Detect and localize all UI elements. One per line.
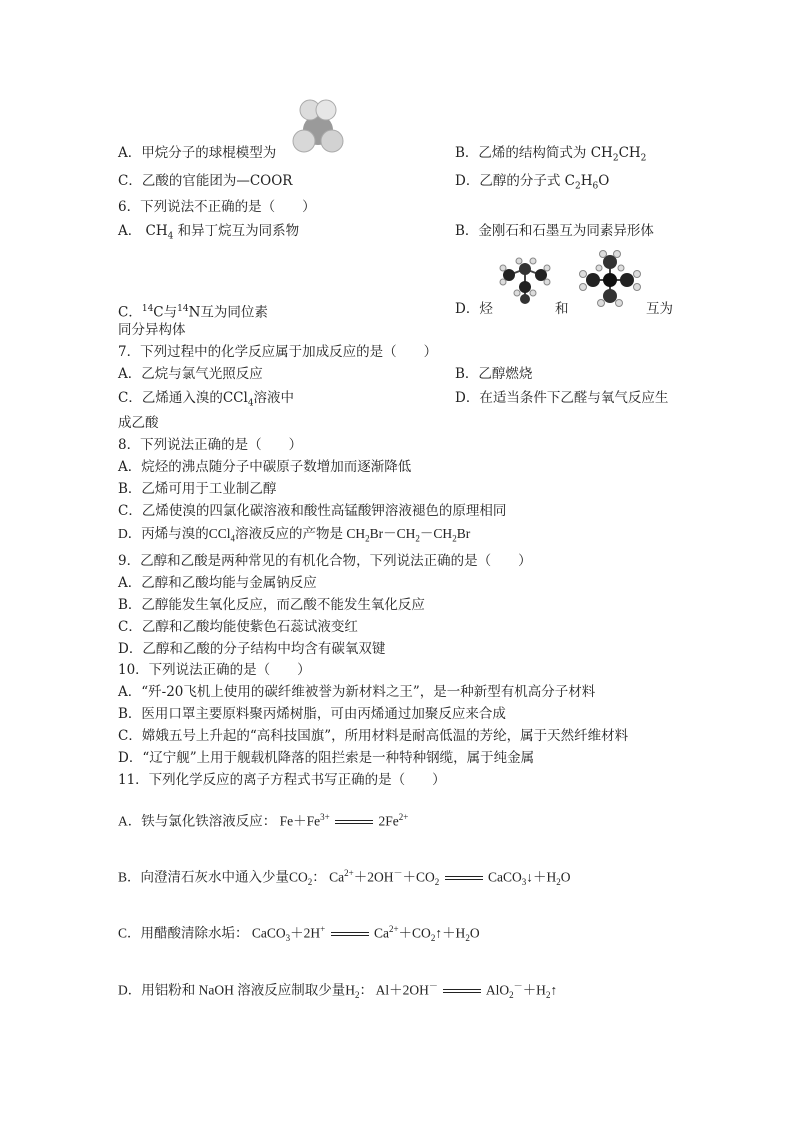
q5-option-c: C．乙酸的官能团为—COOR [118,173,293,189]
q6-option-d-tail: 互为 [646,301,673,317]
q7-option-d-continued: 成乙酸 [118,415,159,431]
q9-option-b: B．乙醇能发生氧化反应，而乙酸不能发生氧化反应 [118,597,425,613]
q10-option-a: A．“歼-20飞机上使用的碳纤维被誉为新材料之王”，是一种新型有机高分子材料 [118,684,596,700]
q7-option-c: C．乙烯通入溴的CCl$_4$溶液中 [118,390,295,409]
q7-option-a: A．乙烷与氯气光照反应 [118,366,263,382]
q5-option-b: B．乙烯的结构简式为 $CH_2CH_2$ [455,145,647,164]
q6-option-d: D．烃 [455,301,493,317]
q5-option-a: A．甲烷分子的球棍模型为 [118,145,277,161]
q11-option-b: B．向澄清石灰水中通入少量$CO_2$： $Ca^{2+}+2OH^-+CO_2$ $CaCO_3↓+H_2O$ [118,868,571,888]
q10-option-b: B．医用口罩主要原料聚丙烯树脂，可由丙烯通过加聚反应来合成 [118,706,506,722]
q9-option-c: C．乙醇和乙酸均能使紫色石蕊试液变红 [118,619,358,635]
q9-option-a: A．乙醇和乙酸均能与金属钠反应 [118,575,317,591]
q6-option-a: A． $CH_4$ 和异丁烷互为同系物 [118,223,300,242]
q11-stem: 11．下列化学反应的离子方程式书写正确的是（ ） [118,772,446,788]
q6-stem: 6．下列说法不正确的是（ ） [118,199,316,215]
q10-stem: 10．下列说法正确的是（ ） [118,662,311,678]
q7-option-b: B．乙醇燃烧 [455,366,533,382]
q8-option-a: A．烷烃的沸点随分子中碳原子数增加而逐渐降低 [118,459,412,475]
q8-option-b: B．乙烯可用于工业制乙醇 [118,481,277,497]
equals-arrow-icon [335,818,373,826]
q8-stem: 8．下列说法正确的是（ ） [118,437,303,453]
q6-option-b: B．金刚石和石墨互为同素异形体 [455,223,654,239]
q9-option-d: D．乙醇和乙酸的分子结构中均含有碳氧双键 [118,641,386,657]
q5-option-d: D．乙醇的分子式 $C_2H_6O$ [455,173,610,192]
q11-option-d: D．用铝粉和 NaOH 溶液反应制取少量$H_2$： Al＋2OH－ $AlO_2^-+H_2↑$ [118,981,558,1001]
q6-option-c: C．$^{14}$C与$^{14}$N互为同位素 [118,304,268,321]
q6-option-d-continued: 同分异构体 [118,322,186,338]
hydrocarbon-model-2-image [575,250,645,308]
q6-option-d-and: 和 [555,301,569,317]
q10-option-d: D．“辽宁舰”上用于舰载机降落的阻拦索是一种特种钢缆，属于纯金属 [118,750,535,766]
q11-option-a: A．铁与氯化铁溶液反应： $Fe+Fe^{3+}$ $2Fe^{2+}$ [118,812,409,829]
q10-option-c: C．嫦娥五号上升起的“高科技国旗”，所用材料是耐高低温的芳纶，属于天然纤维材料 [118,728,629,744]
q8-option-d: D．丙烯与溴的CCl$_4$溶液反应的产物是 $CH_2Br-CH_2-CH_2Br$ [118,526,471,544]
equals-arrow-icon [331,930,369,938]
equals-arrow-icon [443,987,481,995]
q7-option-d: D．在适当条件下乙醛与氧气反应生 [455,390,669,406]
q11-option-c: C．用醋酸清除水垢： CaCO$_3$＋2H+ $Ca^{2+}+CO_2↑+H_2O$ [118,924,480,944]
hydrocarbon-model-1-image [495,255,555,307]
methane-ball-stick-image [288,97,348,157]
equals-arrow-icon [445,874,483,882]
q8-option-c: C．乙烯使溴的四氯化碳溶液和酸性高锰酸钾溶液褪色的原理相同 [118,503,507,519]
q9-stem: 9．乙醇和乙酸是两种常见的有机化合物，下列说法正确的是（ ） [118,553,532,569]
q7-stem: 7．下列过程中的化学反应属于加成反应的是（ ） [118,344,438,360]
